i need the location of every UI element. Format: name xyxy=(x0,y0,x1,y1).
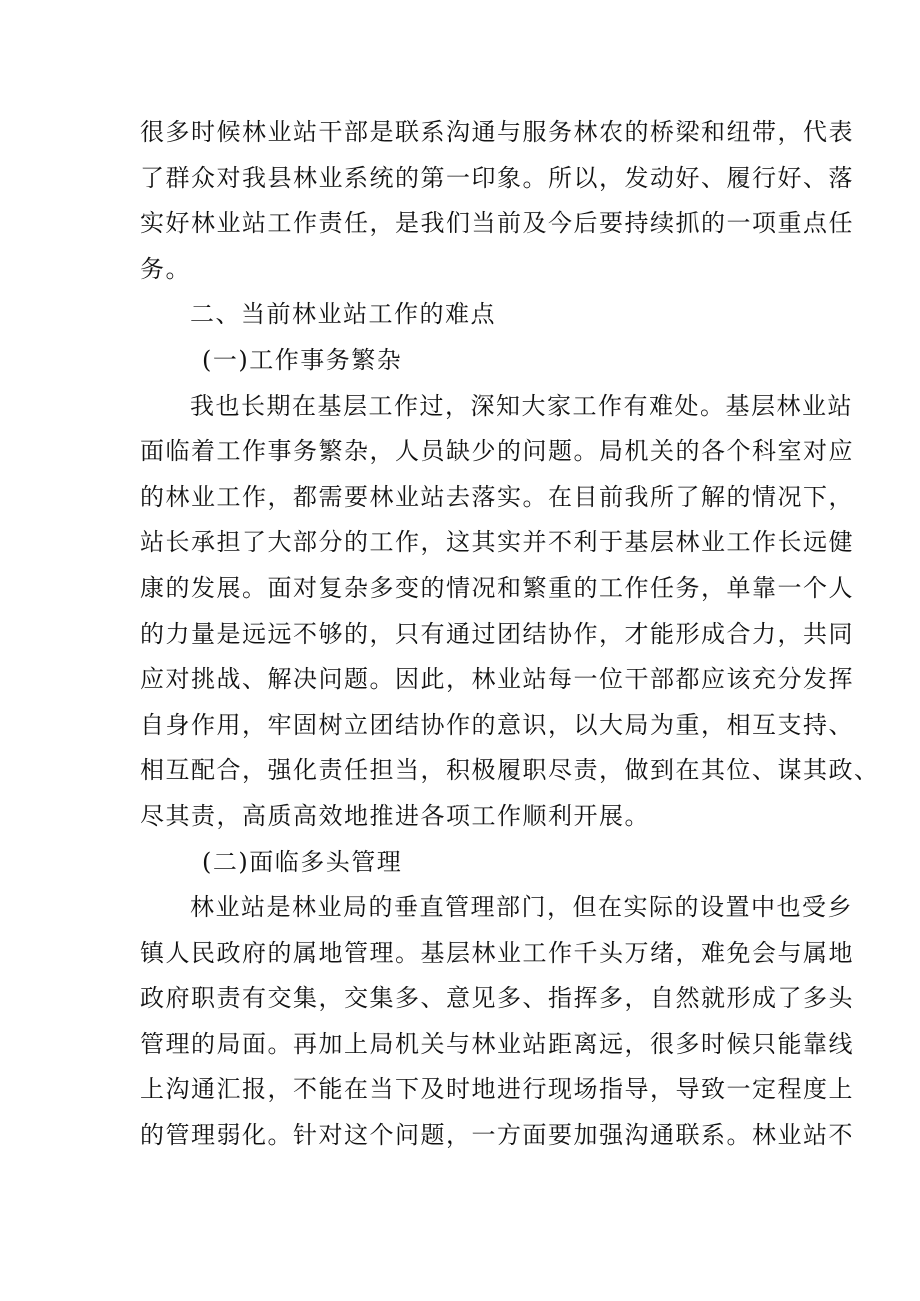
text-line: 管理的局面。再加上局机关与林业站距离远，很多时候只能靠线 xyxy=(140,1029,854,1058)
text-line: 自身作用，牢固树立团结协作的意识，以大局为重，相互支持、 xyxy=(140,710,854,739)
text-line: 相互配合，强化责任担当，积极履职尽责，做到在其位、谋其政、 xyxy=(140,756,880,785)
text-line: 康的发展。面对复杂多变的情况和繁重的工作任务，单靠一个人 xyxy=(140,573,854,602)
text-line: 尽其责，高质高效地推进各项工作顺利开展。 xyxy=(140,801,650,830)
text-line: 上沟通汇报，不能在当下及时地进行现场指导，导致一定程度上 xyxy=(140,1075,854,1104)
text-line: 镇人民政府的属地管理。基层林业工作千头万绪，难免会与属地 xyxy=(140,938,854,967)
paragraph-start: 林业站是林业局的垂直管理部门，但在实际的设置中也受乡 xyxy=(190,893,853,922)
text-line: 的林业工作，都需要林业站去落实。在目前我所了解的情况下， xyxy=(140,482,854,511)
subsection-heading: (一)工作事务繁杂 xyxy=(202,345,403,374)
subsection-heading: (二)面临多头管理 xyxy=(202,847,403,876)
text-line: 的管理弱化。针对这个问题，一方面要加强沟通联系。林业站不 xyxy=(140,1121,854,1150)
text-line: 站长承担了大部分的工作，这其实并不利于基层林业工作长远健 xyxy=(140,528,854,557)
text-line: 应对挑战、解决问题。因此，林业站每一位干部都应该充分发挥 xyxy=(140,665,854,694)
text-line: 政府职责有交集，交集多、意见多、指挥多，自然就形成了多头 xyxy=(140,984,854,1013)
text-line: 面临着工作事务繁杂，人员缺少的问题。局机关的各个科室对应 xyxy=(140,437,854,466)
paragraph-start: 我也长期在基层工作过，深知大家工作有难处。基层林业站 xyxy=(190,391,853,420)
section-heading: 二、当前林业站工作的难点 xyxy=(190,300,496,329)
text-line: 务。 xyxy=(140,254,191,283)
text-line: 实好林业站工作责任，是我们当前及今后要持续抓的一项重点任 xyxy=(140,209,854,238)
text-line: 很多时候林业站干部是联系沟通与服务林农的桥梁和纽带，代表 xyxy=(140,118,854,146)
text-line: 的力量是远远不够的，只有通过团结协作，才能形成合力，共同 xyxy=(140,619,854,648)
document-body xyxy=(140,110,880,1159)
text-line: 了群众对我县林业系统的第一印象。所以，发动好、履行好、落 xyxy=(140,163,854,192)
